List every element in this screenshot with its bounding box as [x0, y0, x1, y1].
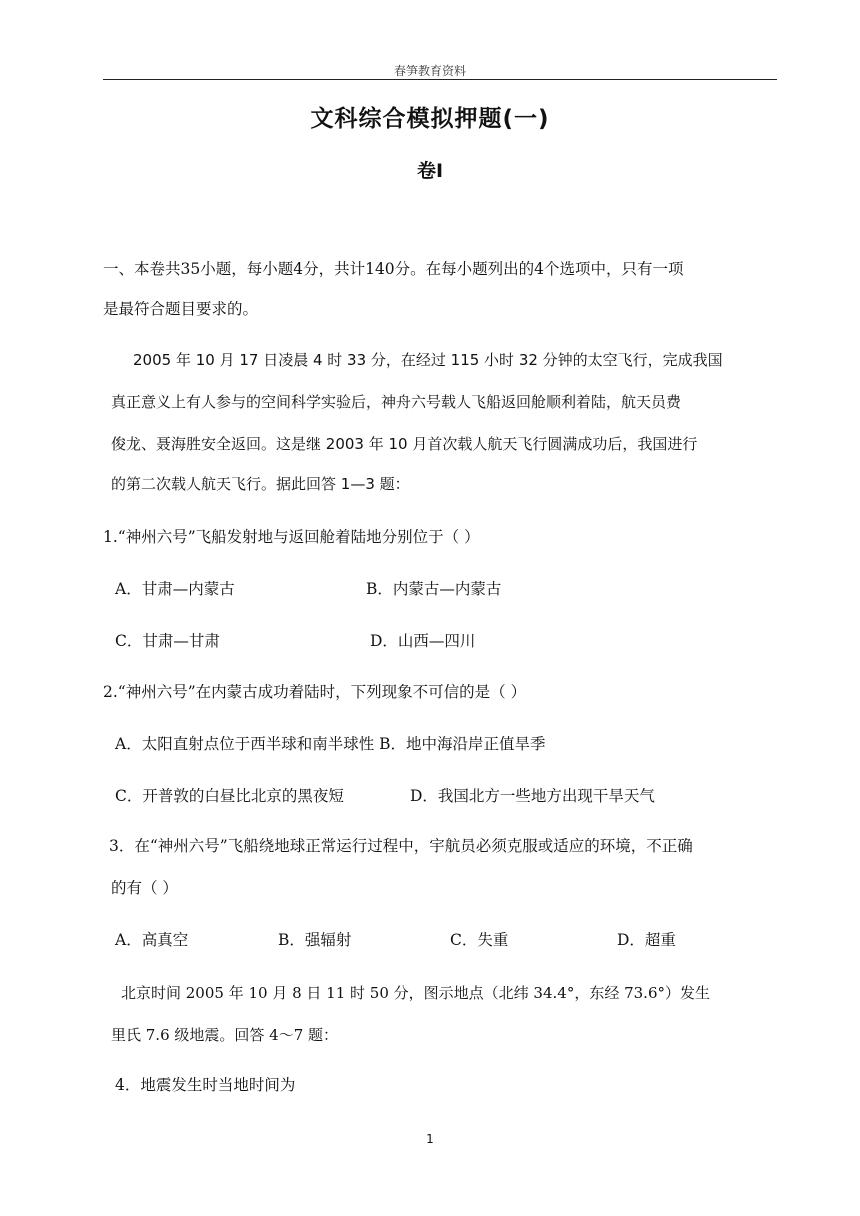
passage-2-line-1: 北京时间 2005 年 10 月 8 日 11 时 50 分，图示地点（北纬 34.4°，东经 73.6°）发生: [121, 984, 710, 1002]
page-title: 文科综合模拟押题(一): [310, 106, 550, 132]
question-1-option-c: C．甘肃—甘肃: [115, 632, 220, 650]
header-divider: [103, 79, 777, 80]
passage-1-line-2: 真正意义上有人参与的空间科学实验后，神舟六号载人飞船返回舱顺利着陆，航天员费: [111, 393, 682, 411]
passage-1-line-4: 的第二次载人航天飞行。据此回答 1—3 题：: [111, 475, 410, 493]
question-3-stem-line-2: 的有（ ）: [111, 879, 178, 897]
question-3-stem-line-1: 3．在“神州六号”飞船绕地球正常运行过程中，宇航员必须克服或适应的环境，不正确: [109, 837, 693, 855]
question-2-stem: 2.“神州六号”在内蒙古成功着陆时，下列现象不可信的是（ ）: [103, 683, 527, 701]
question-2-option-ab: A．太阳直射点位于西半球和南半球性 B．地中海沿岸正值旱季: [115, 735, 546, 753]
question-4-stem: 4．地震发生时当地时间为: [115, 1076, 296, 1094]
question-2-option-c: C．开普敦的白昼比北京的黑夜短: [115, 787, 344, 805]
passage-1-line-1: 2005 年 10 月 17 日凌晨 4 时 33 分，在经过 115 小时 32 分钟的太空飞行，完成我国: [133, 351, 723, 369]
question-3-option-b: B．强辐射: [278, 931, 352, 949]
question-2-option-d: D．我国北方一些地方出现干旱天气: [410, 787, 655, 805]
passage-1-line-3: 俊龙、聂海胜安全返回。这是继 2003 年 10 月首次载人航天飞行圆满成功后，我国进行: [111, 435, 698, 453]
instructions-line-1: 一、本卷共35小题，每小题4分，共计140分。在每小题列出的4个选项中，只有一项: [103, 260, 684, 278]
passage-2-line-2: 里氏 7.6 级地震。回答 4～7 题：: [111, 1026, 339, 1044]
question-1-option-a: A．甘肃—内蒙古: [115, 580, 235, 598]
question-1-stem: 1.“神州六号”飞船发射地与返回舱着陆地分别位于（ ）: [103, 528, 480, 546]
page-number: 1: [426, 1132, 434, 1146]
question-3-option-c: C．失重: [450, 931, 509, 949]
header-text: 春笋教育资料: [393, 64, 466, 78]
question-3-option-a: A．高真空: [115, 931, 189, 949]
question-3-option-d: D．超重: [617, 931, 676, 949]
section-title: 卷Ⅰ: [416, 160, 444, 182]
question-1-option-d: D．山西—四川: [370, 632, 476, 650]
question-1-option-b: B．内蒙古—内蒙古: [366, 580, 502, 598]
instructions-line-2: 是最符合题目要求的。: [103, 300, 259, 318]
